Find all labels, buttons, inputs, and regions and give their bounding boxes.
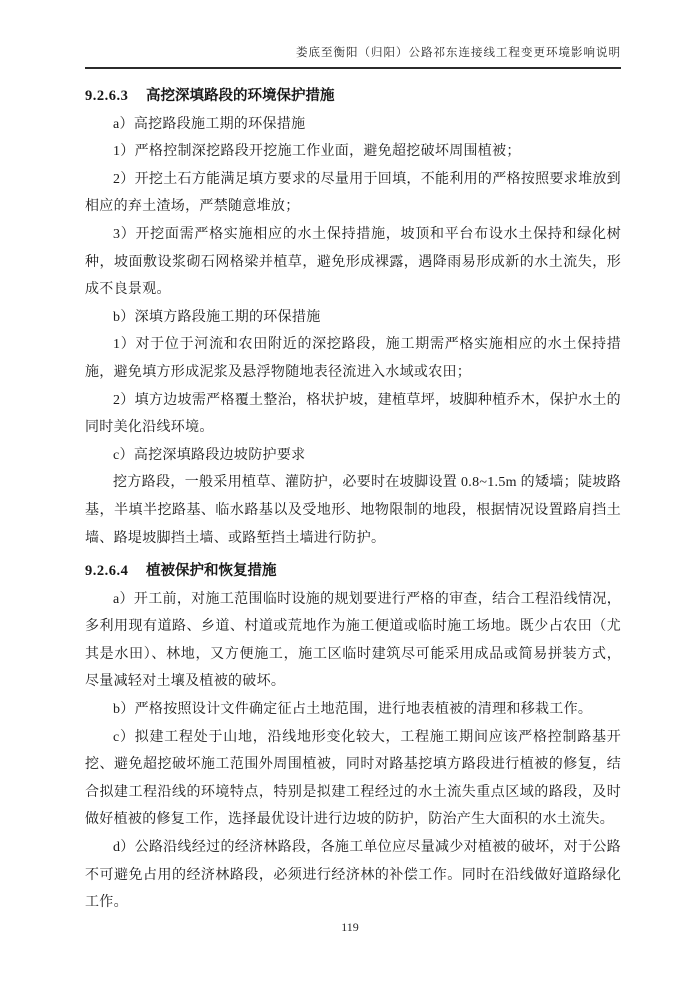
section-heading-9263 [85, 83, 621, 111]
paragraph: 1）严格控制深挖路段开挖施工作业面，避免超挖破坏周围植被； [113, 144, 521, 160]
section-title: 植被保护和恢复措施 [146, 563, 277, 580]
section-title: 高挖深填路段的环境保护措施 [146, 88, 335, 104]
page-header-title: 娄底至衡阳（归阳）公路祁东连接线工程变更环境影响说明 [85, 44, 621, 69]
paragraph: a）高挖路段施工期的环保措施 [113, 116, 306, 132]
paragraph: 3）开挖面需严格实施相应的水土保持措施，坡顶和平台布设水土保持和绿化树种，坡面敷设浆砌石网格梁并植草，避免形成裸露，遇降雨易形成新的水土流失，形成不良景观。 [85, 226, 621, 298]
paragraph: 挖方路段，一般采用植草、灌防护，必要时在坡脚设置 0.8~1.5m 的矮墙；陡坡路基，半填半挖路基、临水路基以及受地形、地物限制的地段，根据情况设置路肩挡土墙、路堤坡脚挡土墙、或路堑挡土墙进行防护。 [85, 475, 621, 546]
section-number: 9.2.6.4 [85, 563, 129, 580]
page-number: 119 [341, 920, 359, 934]
paragraph: d）公路沿线经过的经济林路段，各施工单位应尽量减少对植被的破坏，对于公路不可避免占用的经济林路段，必须进行经济林的补偿工作。同时在沿线做好道路绿化工作。 [85, 840, 621, 911]
section-number: 9.2.6.3 [85, 88, 129, 104]
paragraph: 1）对于位于河流和农田附近的深挖路段，施工期需严格实施相应的水土保持措施，避免填方形成泥浆及悬浮物随地表径流进入水域或农田； [85, 337, 621, 380]
document-body [85, 83, 621, 917]
section-heading-9264 [85, 558, 621, 586]
paragraph: b）深填方路段施工期的环保措施 [113, 309, 321, 325]
paragraph: c）拟建工程处于山地，沿线地形变化较大，工程施工期间应该严格控制路基开挖、避免超挖破坏施工范围外周围植被，同时对路基挖填方路段进行植被的修复，结合拟建工程沿线的环境特点，特别是拟建工程经过的水土流失重点区域的路段，及时做好植被的修复工作，选择最优设计进行边坡的防护，防治产生大面积的水土流失。 [85, 729, 621, 828]
paragraph: a）开工前，对施工范围临时设施的规划要进行严格的审查，结合工程沿线情况，多利用现有道路、乡道、村道或荒地作为施工便道或临时施工场地。既少占农田（尤其是水田）、林地，又方便施工，施工区临时建筑尽可能采用成品或简易拼装方式，尽量减轻对土壤及植被的破坏。 [85, 591, 621, 690]
paragraph: b）严格按照设计文件确定征占土地范围，进行地表植被的清理和移栽工作。 [113, 702, 593, 718]
paragraph: 2）填方边坡需严格覆土整治，格状护坡，建植草坪，坡脚种植乔木，保护水土的同时美化沿线环境。 [85, 392, 621, 436]
paragraph: c）高挖深填路段边坡防护要求 [113, 447, 306, 463]
paragraph: 2）开挖土石方能满足填方要求的尽量用于回填，不能利用的严格按照要求堆放到相应的弃土渣场，严禁随意堆放； [85, 171, 621, 215]
